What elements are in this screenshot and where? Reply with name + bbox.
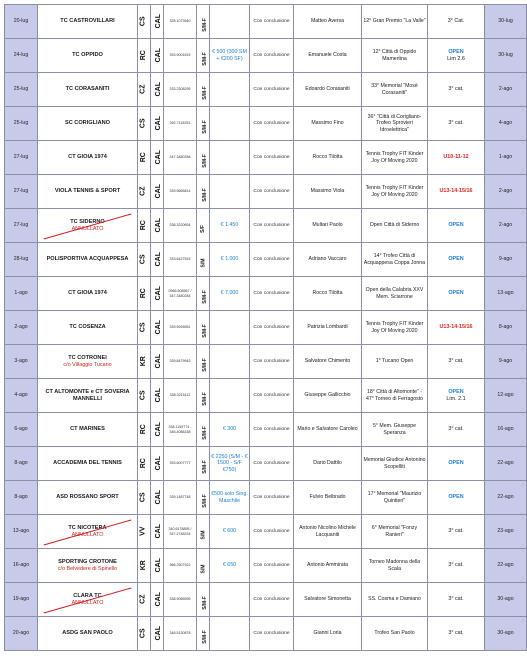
start-date: 6-ago: [5, 413, 38, 447]
end-date: 9-ago: [485, 345, 527, 379]
category-label: 3° cat.: [448, 528, 464, 535]
category-label: OPEN: [448, 494, 464, 501]
referee-name: Gianni Loria: [294, 617, 362, 651]
table-row: [5, 311, 527, 345]
prize-money: € 600: [210, 515, 250, 549]
referee-name: Antonio Ammirata: [294, 549, 362, 583]
category-limit: Lim. 2.1: [446, 395, 466, 402]
end-date: 12-ago: [485, 379, 527, 413]
referee-name: Fulvio Belbrado: [294, 481, 362, 515]
club-name: SC CORIGLIANO: [64, 120, 111, 127]
match-mode: Con conclusione: [250, 243, 294, 277]
phone-number: 393.9001615: [164, 39, 197, 73]
table-row: [5, 5, 527, 39]
end-date: 4-ago: [485, 107, 527, 141]
table-row: [5, 107, 527, 141]
category-label: OPEN: [448, 222, 464, 229]
club-cell: [38, 277, 138, 311]
category-label: 3° cat.: [448, 426, 464, 433]
club-note: c/o Villaggio Tucano: [63, 361, 112, 368]
club-name: TC NICOTERA: [68, 524, 107, 531]
club-cell: [38, 73, 138, 107]
club-note: c/o Belvedere di Spinello: [57, 565, 118, 572]
region-code: CAL: [151, 107, 164, 141]
phone-number: 340.6178895 / 347.2748234: [164, 515, 197, 549]
phone-number: 392.7115251: [164, 107, 197, 141]
table-row: [5, 345, 527, 379]
phone-number: 338.1159774 - 346.4088158: [164, 413, 197, 447]
surface-code: S/M-F: [197, 175, 210, 209]
club-cell: [38, 447, 138, 481]
region-code: CAL: [151, 73, 164, 107]
prize-money: [210, 73, 250, 107]
club-name: CT GIOIA 1974: [68, 154, 107, 161]
surface-code: S/M-F: [197, 379, 210, 413]
phone-number: 333.2308295: [164, 73, 197, 107]
referee-name: Adriano Vaccaro: [294, 243, 362, 277]
club-cell: [38, 39, 138, 73]
match-mode: Con conclusione: [250, 175, 294, 209]
tournament-name: 6° Memorial "Fonzy Ranieri": [362, 515, 428, 549]
referee-name: Salvatore Simonetta: [294, 583, 362, 617]
tournament-name: SS. Cosma e Damiano: [362, 583, 428, 617]
phone-number: 338.3216112: [164, 379, 197, 413]
referee-name: Salvatore Chimento: [294, 345, 362, 379]
surface-code: S/M: [197, 549, 210, 583]
surface-code: S/M: [197, 515, 210, 549]
club-cell: [38, 345, 138, 379]
region-code: CAL: [151, 277, 164, 311]
phone-number: 339.5926551: [164, 311, 197, 345]
category-label: OPEN: [448, 460, 464, 467]
match-mode: Con conclusione: [250, 107, 294, 141]
region-code: CAL: [151, 583, 164, 617]
match-mode: Con conclusione: [250, 549, 294, 583]
table-row: [5, 481, 527, 515]
club-cell: [38, 107, 138, 141]
prize-money: [210, 141, 250, 175]
category-cell: [428, 5, 485, 39]
tournament-name: 12° Città di Oppido Mamertina: [362, 39, 428, 73]
match-mode: Con conclusione: [250, 617, 294, 651]
table-row: [5, 243, 527, 277]
province-code: CS: [138, 481, 151, 515]
province-code: KR: [138, 345, 151, 379]
province-code: CS: [138, 243, 151, 277]
tournament-name: 14° Trofeo Città di Acquappesa Coppa Jonna: [362, 243, 428, 277]
prize-money: [210, 345, 250, 379]
phone-number: 339.8479943: [164, 345, 197, 379]
prize-money: [210, 311, 250, 345]
club-name: TC COSENZA: [69, 324, 106, 331]
match-mode: Con conclusione: [250, 209, 294, 243]
category-label: U13-14-15/16: [439, 324, 473, 331]
province-code: RC: [138, 39, 151, 73]
province-code: VV: [138, 515, 151, 549]
end-date: 22-ago: [485, 481, 527, 515]
table-row: [5, 583, 527, 617]
club-name: CT GIOIA 1974: [68, 290, 107, 297]
referee-name: Massimo Viola: [294, 175, 362, 209]
club-cell: [38, 515, 138, 549]
end-date: 8-ago: [485, 311, 527, 345]
club-cell: [38, 413, 138, 447]
province-code: RC: [138, 413, 151, 447]
club-name: POLISPORTIVA ACQUAPPESA: [46, 256, 129, 263]
club-cell: [38, 209, 138, 243]
referee-name: Massimo Fino: [294, 107, 362, 141]
category-cell: [428, 175, 485, 209]
prize-money: [210, 583, 250, 617]
category-label: OPEN: [448, 256, 464, 263]
club-cell: [38, 141, 138, 175]
region-code: CAL: [151, 345, 164, 379]
match-mode: Con conclusione: [250, 277, 294, 311]
end-date: 22-ago: [485, 447, 527, 481]
category-label: U13-14-15/16: [439, 188, 473, 195]
region-code: CAL: [151, 617, 164, 651]
surface-code: S/M-F: [197, 39, 210, 73]
match-mode: Con conclusione: [250, 481, 294, 515]
match-mode: Con conclusione: [250, 73, 294, 107]
prize-money: [210, 379, 250, 413]
match-mode: Con conclusione: [250, 583, 294, 617]
start-date: 8-ago: [5, 481, 38, 515]
table-row: [5, 447, 527, 481]
end-date: 2-ago: [485, 73, 527, 107]
club-name: ACCADEMIA DEL TENNIS: [53, 460, 122, 467]
referee-name: Rocco Tilotta: [294, 277, 362, 311]
surface-code: S/M-F: [197, 481, 210, 515]
match-mode: Con conclusione: [250, 141, 294, 175]
category-label: 3° cat.: [448, 630, 464, 637]
club-name: TC CASTROVILLARI: [60, 18, 115, 25]
province-code: KR: [138, 549, 151, 583]
tournament-name: Memorial Giudice Antonino Scopelliti: [362, 447, 428, 481]
prize-money: [210, 107, 250, 141]
prize-money: € 500 (300 SM + €200 SF): [210, 39, 250, 73]
province-code: CS: [138, 379, 151, 413]
referee-name: Antonio Nicolino Michele Lacquaniti: [294, 515, 362, 549]
table-row: [5, 515, 527, 549]
match-mode: Con conclusione: [250, 311, 294, 345]
match-mode: Con conclusione: [250, 515, 294, 549]
region-code: CAL: [151, 175, 164, 209]
prize-money: € 1.000: [210, 243, 250, 277]
tournament-name: Open della Calabria XXV Mem. Sciarrone: [362, 277, 428, 311]
tournament-name: 17° Memorial "Maurizio Quintieri": [362, 481, 428, 515]
region-code: CAL: [151, 447, 164, 481]
region-code: CAL: [151, 311, 164, 345]
category-cell: [428, 141, 485, 175]
province-code: CS: [138, 311, 151, 345]
category-limit: Lim 2.6: [447, 55, 465, 62]
province-code: CS: [138, 5, 151, 39]
club-name: TC OPPIDO: [72, 52, 103, 59]
region-code: CAL: [151, 413, 164, 447]
phone-number: 347.3480284: [164, 141, 197, 175]
category-label: OPEN: [448, 290, 464, 297]
prize-money: [210, 617, 250, 651]
tournament-name: Tennis Trophy FIT Kinder Joy Of Moving 2020: [362, 175, 428, 209]
table-row: [5, 175, 527, 209]
region-code: CAL: [151, 243, 164, 277]
surface-code: S/M: [197, 243, 210, 277]
table-row: [5, 39, 527, 73]
referee-name: Dario Dattilo: [294, 447, 362, 481]
phone-number: 338.3220654: [164, 209, 197, 243]
province-code: RC: [138, 277, 151, 311]
start-date: 27-lug: [5, 209, 38, 243]
club-cell: [38, 5, 138, 39]
referee-name: Patrizia Lombardi: [294, 311, 362, 345]
club-name: TC SIDERNO: [70, 218, 105, 225]
surface-code: S/M-F: [197, 5, 210, 39]
club-note: ANNULLATO: [71, 599, 104, 606]
category-cell: [428, 345, 485, 379]
category-cell: [428, 549, 485, 583]
tournament-name: Open Città di Siderno: [362, 209, 428, 243]
club-name: CLARA TC: [73, 592, 102, 599]
match-mode: Con conclusione: [250, 5, 294, 39]
surface-code: S/M-F: [197, 311, 210, 345]
category-label: 3° cat.: [448, 562, 464, 569]
phone-number: 0966.506567 / 347.3480284: [164, 277, 197, 311]
club-cell: [38, 311, 138, 345]
surface-code: S/M-F: [197, 73, 210, 107]
table-row: [5, 413, 527, 447]
club-name: CT ALTOMONTE e CT SOVERIA MANNELLI: [45, 388, 130, 402]
prize-money: [210, 5, 250, 39]
province-code: CS: [138, 107, 151, 141]
match-mode: Con conclusione: [250, 447, 294, 481]
end-date: 16-ago: [485, 413, 527, 447]
tournament-name: Tennis Trophy FIT Kinder Joy Of Moving 2020: [362, 141, 428, 175]
table-row: [5, 141, 527, 175]
referee-name: Edoardo Corasaniti: [294, 73, 362, 107]
club-name: ASD ROSSANO SPORT: [56, 494, 119, 501]
end-date: 1-ago: [485, 141, 527, 175]
surface-code: S/M-F: [197, 277, 210, 311]
category-cell: [428, 243, 485, 277]
region-code: CAL: [151, 515, 164, 549]
phone-number: 338.9065595: [164, 583, 197, 617]
surface-code: S/M-F: [197, 107, 210, 141]
category-cell: [428, 277, 485, 311]
category-label: 3° Cat.: [447, 18, 465, 25]
end-date: 30-ago: [485, 583, 527, 617]
start-date: 13-ago: [5, 515, 38, 549]
end-date: 13-ago: [485, 277, 527, 311]
province-code: RC: [138, 141, 151, 175]
club-cell: [38, 243, 138, 277]
category-cell: [428, 481, 485, 515]
club-name: CT MARINES: [70, 426, 105, 433]
table-row: [5, 277, 527, 311]
table-row: [5, 209, 527, 243]
tournament-name: 33° Memorial "Mosè Corasaniti": [362, 73, 428, 107]
phone-number: 333.6427515: [164, 243, 197, 277]
prize-money: € 650: [210, 549, 250, 583]
region-code: CAL: [151, 481, 164, 515]
category-cell: [428, 515, 485, 549]
end-date: 30-lug: [485, 39, 527, 73]
tournament-name: 12° Gran Premio "La Valle": [362, 5, 428, 39]
surface-code: S/M-F: [197, 617, 210, 651]
tournament-name: Torneo Madonna della Scala: [362, 549, 428, 583]
category-cell: [428, 209, 485, 243]
category-label: U10-11-12: [443, 154, 469, 161]
province-code: CZ: [138, 73, 151, 107]
match-mode: Con conclusione: [250, 413, 294, 447]
start-date: 4-ago: [5, 379, 38, 413]
surface-code: S/M-F: [197, 447, 210, 481]
tournament-calendar-table: [4, 4, 527, 651]
surface-code: S/M-F: [197, 141, 210, 175]
club-name: TC COTRONEI: [68, 354, 107, 361]
surface-code: S/M-F: [197, 583, 210, 617]
start-date: 27-lug: [5, 175, 38, 209]
start-date: 1-ago: [5, 277, 38, 311]
category-label: OPEN: [448, 389, 464, 396]
region-code: CAL: [151, 209, 164, 243]
club-name: VIOLA TENNIS & SPORT: [54, 188, 121, 195]
category-cell: [428, 73, 485, 107]
table-row: [5, 617, 527, 651]
club-cell: [38, 583, 138, 617]
table-row: [5, 379, 527, 413]
tournament-name: 36° "Città di Corigliano-Trofeo Sprovieri Idroelettrica": [362, 107, 428, 141]
prize-money: € 7.000: [210, 277, 250, 311]
start-date: 16-ago: [5, 549, 38, 583]
category-cell: [428, 39, 485, 73]
region-code: CAL: [151, 141, 164, 175]
table-row: [5, 73, 527, 107]
tournament-name: 18° Città di Altomonte" - 47° Torneo di Ferragosto: [362, 379, 428, 413]
club-name: SPORTING CROTONE: [58, 558, 117, 565]
club-note: ANNULLATO: [71, 225, 104, 232]
start-date: 25-lug: [5, 73, 38, 107]
start-date: 28-lug: [5, 243, 38, 277]
province-code: CS: [138, 617, 151, 651]
prize-money: € 300: [210, 413, 250, 447]
region-code: CAL: [151, 549, 164, 583]
region-code: CAL: [151, 5, 164, 39]
category-label: 3° cat.: [448, 358, 464, 365]
end-date: 2-ago: [485, 209, 527, 243]
end-date: 30-ago: [485, 617, 527, 651]
tournament-name: Tennis Trophy FIT Kinder Joy Of Moving 2020: [362, 311, 428, 345]
prize-money: €500 solo Sing. Maschile: [210, 481, 250, 515]
category-cell: [428, 583, 485, 617]
province-code: CZ: [138, 175, 151, 209]
club-cell: [38, 481, 138, 515]
start-date: 20-ago: [5, 617, 38, 651]
referee-name: Multari Paolo: [294, 209, 362, 243]
end-date: 9-ago: [485, 243, 527, 277]
phone-number: 366.2507922: [164, 549, 197, 583]
surface-code: S/M-F: [197, 345, 210, 379]
surface-code: S/M-F: [197, 413, 210, 447]
match-mode: Con conclusione: [250, 379, 294, 413]
category-label: 3° cat.: [448, 596, 464, 603]
tournament-name: Trofeo San Paolo: [362, 617, 428, 651]
match-mode: Con conclusione: [250, 345, 294, 379]
category-cell: [428, 107, 485, 141]
club-cell: [38, 175, 138, 209]
end-date: 22-ago: [485, 549, 527, 583]
prize-money: € 2250 (S/M - € 1500 - S/F €750): [210, 447, 250, 481]
start-date: 25-lug: [5, 107, 38, 141]
region-code: CAL: [151, 39, 164, 73]
start-date: 20-lug: [5, 5, 38, 39]
club-name: TC CORASANITI: [65, 86, 110, 93]
category-label: 3° cat.: [448, 120, 464, 127]
category-cell: [428, 311, 485, 345]
phone-number: 339.5665814: [164, 175, 197, 209]
end-date: 2-ago: [485, 175, 527, 209]
club-cell: [38, 379, 138, 413]
club-name: ASDG SAN PAOLO: [62, 630, 113, 637]
referee-name: Rocco Tilotta: [294, 141, 362, 175]
category-cell: [428, 447, 485, 481]
start-date: 2-ago: [5, 311, 38, 345]
tournament-rows: [5, 5, 527, 651]
referee-name: Mario e Salvatore Caroleo: [294, 413, 362, 447]
club-note: ANNULLATO: [71, 531, 104, 538]
start-date: 8-ago: [5, 447, 38, 481]
prize-money: [210, 175, 250, 209]
tournament-name: 5° Mem. Giuseppe Speranza: [362, 413, 428, 447]
phone-number: 348.5130878: [164, 617, 197, 651]
start-date: 19-ago: [5, 583, 38, 617]
surface-code: S/F: [197, 209, 210, 243]
phone-number: 328.1073540: [164, 5, 197, 39]
category-label: 3° cat.: [448, 86, 464, 93]
tournament-name: 1° Tucano Open: [362, 345, 428, 379]
referee-name: Matteo Aversa: [294, 5, 362, 39]
start-date: 24-lug: [5, 39, 38, 73]
category-cell: [428, 379, 485, 413]
end-date: 23-ago: [485, 515, 527, 549]
start-date: 3-ago: [5, 345, 38, 379]
phone-number: 339.1487748: [164, 481, 197, 515]
province-code: RC: [138, 447, 151, 481]
start-date: 27-lug: [5, 141, 38, 175]
referee-name: Emanuele Costa: [294, 39, 362, 73]
table-row: [5, 549, 527, 583]
region-code: CAL: [151, 379, 164, 413]
end-date: 30-lug: [485, 5, 527, 39]
province-code: CZ: [138, 583, 151, 617]
referee-name: Giuseppe Gallicchio: [294, 379, 362, 413]
category-label: OPEN: [448, 49, 464, 56]
province-code: RC: [138, 209, 151, 243]
category-cell: [428, 617, 485, 651]
phone-number: 393.6007777: [164, 447, 197, 481]
prize-money: € 1.450: [210, 209, 250, 243]
club-cell: [38, 617, 138, 651]
category-cell: [428, 413, 485, 447]
club-cell: [38, 549, 138, 583]
match-mode: Con conclusione: [250, 39, 294, 73]
